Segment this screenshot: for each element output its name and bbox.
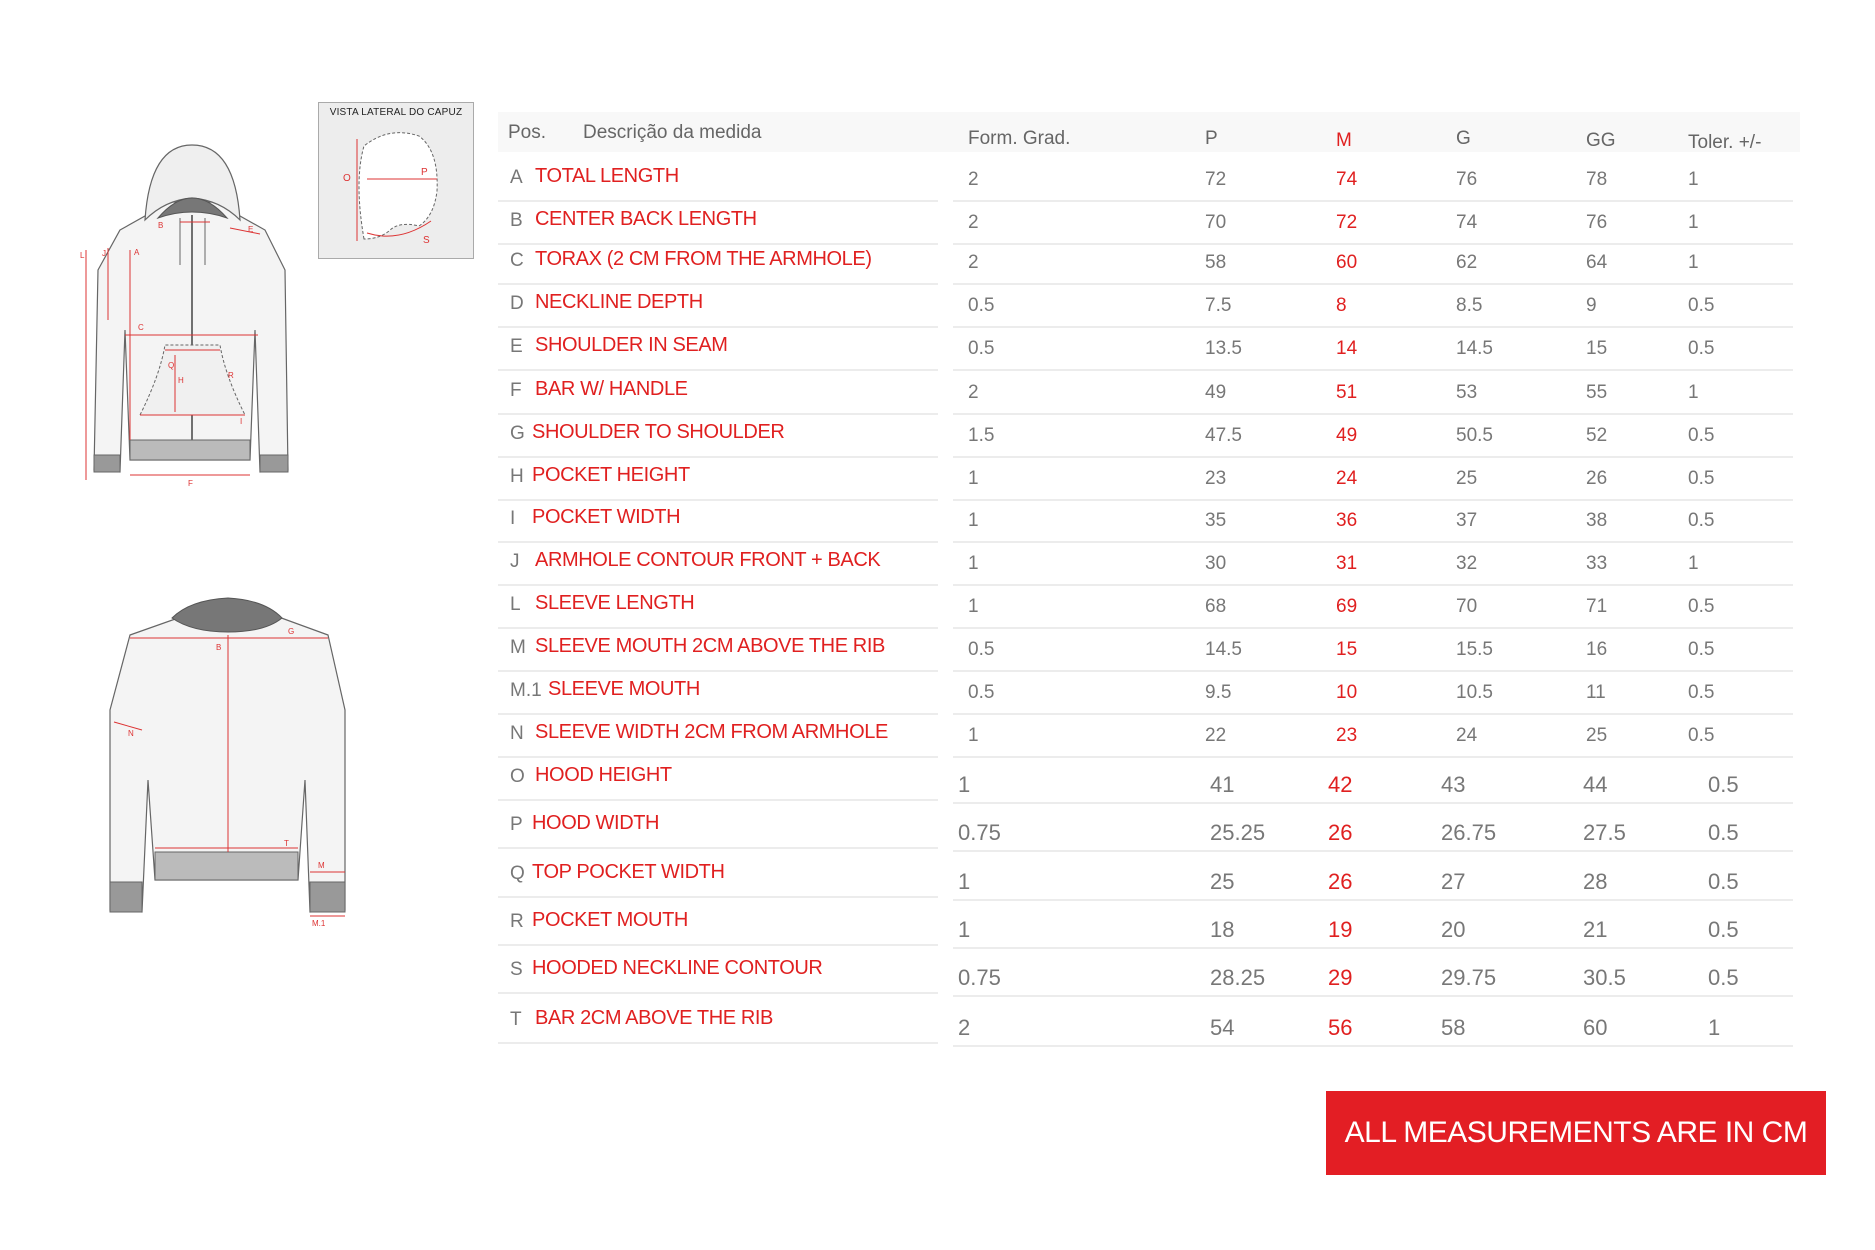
row-value-grad: 2: [958, 1015, 971, 1040]
row-value-gg: 76: [1586, 212, 1608, 233]
row-value-m: 56: [1328, 1015, 1353, 1040]
row-value-grad: 1: [958, 772, 971, 797]
front-label-j: J: [102, 249, 106, 258]
row-value-m: 72: [1336, 212, 1358, 233]
hoodie-front-sketch: [80, 140, 305, 490]
row-pos: G: [510, 423, 525, 444]
row-value-p: 7.5: [1205, 295, 1232, 316]
row-value-gg: 16: [1586, 639, 1608, 660]
row-value-tol: 0.5: [1688, 682, 1715, 703]
row-value-m: 49: [1336, 425, 1358, 446]
row-value-g: 8.5: [1456, 295, 1483, 316]
header-g: G: [1456, 128, 1471, 149]
row-value-grad: 2: [968, 169, 979, 190]
row-value-g: 58: [1441, 1015, 1466, 1040]
row-value-m: 8: [1336, 295, 1347, 316]
row-value-m: 60: [1336, 252, 1358, 273]
row-pos: A: [510, 167, 523, 188]
row-value-tol: 0.5: [1688, 510, 1715, 531]
row-value-grad: 1: [968, 468, 979, 489]
front-label-a: A: [134, 248, 140, 257]
row-pos: Q: [510, 863, 525, 884]
row-value-g: 20: [1441, 917, 1466, 942]
row-description: SHOULDER TO SHOULDER: [532, 421, 785, 443]
row-value-tol: 0.5: [1708, 965, 1739, 990]
row-value-tol: 1: [1688, 169, 1699, 190]
row-value-g: 26.75: [1441, 820, 1497, 845]
row-value-grad: 1: [968, 553, 979, 574]
back-label-t: T: [284, 839, 289, 848]
row-value-tol: 1: [1688, 252, 1699, 273]
row-description: HOODED NECKLINE CONTOUR: [532, 957, 823, 979]
front-label-e: E: [248, 225, 254, 234]
row-description: SHOULDER IN SEAM: [535, 334, 728, 356]
row-value-gg: 27.5: [1583, 820, 1626, 845]
row-value-gg: 21: [1583, 917, 1608, 942]
row-pos: O: [510, 766, 525, 787]
row-value-gg: 9: [1586, 295, 1597, 316]
row-value-g: 62: [1456, 252, 1478, 273]
row-description: HOOD HEIGHT: [535, 764, 672, 786]
row-value-g: 15.5: [1456, 639, 1493, 660]
row-description: TOP POCKET WIDTH: [532, 861, 725, 883]
row-value-gg: 78: [1586, 169, 1608, 190]
hood-side-sketch: [319, 121, 473, 256]
row-value-gg: 60: [1583, 1015, 1608, 1040]
row-value-m: 74: [1336, 169, 1358, 190]
row-value-m: 31: [1336, 553, 1358, 574]
row-value-gg: 25: [1586, 725, 1608, 746]
row-value-g: 10.5: [1456, 682, 1493, 703]
header-pos: Pos.: [508, 122, 547, 143]
row-value-grad: 2: [968, 382, 979, 403]
hood-label-o: O: [343, 173, 351, 184]
row-value-grad: 2: [968, 252, 979, 273]
row-value-p: 49: [1205, 382, 1227, 403]
row-value-grad: 0.75: [958, 965, 1001, 990]
front-label-f: F: [188, 479, 193, 488]
measurement-table: [498, 112, 1800, 1062]
row-description: ARMHOLE CONTOUR FRONT + BACK: [535, 549, 881, 571]
row-description: TORAX (2 CM FROM THE ARMHOLE): [535, 248, 872, 270]
front-label-l: L: [80, 251, 85, 260]
row-pos: I: [510, 508, 516, 529]
row-value-gg: 33: [1586, 553, 1608, 574]
row-value-tol: 0.5: [1688, 468, 1715, 489]
row-value-m: 24: [1336, 468, 1358, 489]
row-pos: N: [510, 723, 524, 744]
row-value-tol: 0.5: [1688, 425, 1715, 446]
row-value-tol: 0.5: [1708, 820, 1739, 845]
row-description: POCKET HEIGHT: [532, 464, 690, 486]
row-value-g: 70: [1456, 596, 1478, 617]
row-description: NECKLINE DEPTH: [535, 291, 703, 313]
row-value-p: 54: [1210, 1015, 1235, 1040]
front-label-i: I: [240, 417, 243, 426]
row-pos: E: [510, 336, 523, 357]
table-header: [498, 112, 1800, 152]
row-value-grad: 1: [968, 596, 979, 617]
row-description: SLEEVE MOUTH 2CM ABOVE THE RIB: [535, 635, 885, 657]
row-value-p: 18: [1210, 917, 1235, 942]
row-value-p: 14.5: [1205, 639, 1242, 660]
row-value-g: 29.75: [1441, 965, 1497, 990]
row-value-m: 26: [1328, 869, 1353, 894]
row-value-m: 51: [1336, 382, 1358, 403]
back-label-n: N: [128, 729, 134, 738]
row-value-p: 22: [1205, 725, 1227, 746]
row-value-p: 13.5: [1205, 338, 1242, 359]
header-p: P: [1205, 128, 1218, 149]
row-value-gg: 55: [1586, 382, 1608, 403]
row-description: BAR 2CM ABOVE THE RIB: [535, 1007, 773, 1029]
back-label-m1: M.1: [312, 919, 326, 928]
row-description: CENTER BACK LENGTH: [535, 208, 757, 230]
row-value-m: 29: [1328, 965, 1353, 990]
row-value-g: 27: [1441, 869, 1466, 894]
row-value-m: 10: [1336, 682, 1358, 703]
row-value-p: 58: [1205, 252, 1227, 273]
row-value-tol: 1: [1708, 1015, 1721, 1040]
row-pos: J: [510, 551, 520, 572]
row-description: POCKET MOUTH: [532, 909, 688, 931]
front-label-c: C: [138, 323, 144, 332]
row-pos: M: [510, 637, 526, 658]
hood-view-title: VISTA LATERAL DO CAPUZ: [329, 107, 463, 118]
row-value-gg: 11: [1586, 682, 1606, 703]
row-value-p: 28.25: [1210, 965, 1266, 990]
row-value-gg: 71: [1586, 596, 1608, 617]
hoodie-back-sketch: [100, 590, 350, 930]
row-value-m: 36: [1336, 510, 1358, 531]
row-value-grad: 1: [968, 725, 979, 746]
row-value-m: 26: [1328, 820, 1353, 845]
row-value-g: 24: [1456, 725, 1478, 746]
row-value-grad: 0.5: [968, 682, 995, 703]
row-value-m: 42: [1328, 772, 1353, 797]
row-pos: R: [510, 911, 524, 932]
front-label-q: Q: [168, 361, 175, 370]
row-value-grad: 1: [958, 869, 971, 894]
row-description: SLEEVE MOUTH: [548, 678, 700, 700]
row-value-gg: 44: [1583, 772, 1608, 797]
row-value-grad: 0.75: [958, 820, 1001, 845]
row-description: HOOD WIDTH: [532, 812, 660, 834]
front-label-b: B: [158, 221, 164, 230]
row-value-tol: 1: [1688, 553, 1699, 574]
row-value-tol: 0.5: [1688, 639, 1715, 660]
back-label-b: B: [216, 643, 222, 652]
row-value-g: 76: [1456, 169, 1478, 190]
header-gg: GG: [1586, 130, 1616, 151]
row-value-p: 41: [1210, 772, 1235, 797]
back-label-m: M: [318, 861, 325, 870]
row-value-m: 14: [1336, 338, 1358, 359]
hood-side-view: [318, 102, 474, 259]
units-note: ALL MEASUREMENTS ARE IN CM: [1326, 1091, 1826, 1175]
row-value-tol: 0.5: [1708, 917, 1739, 942]
row-value-p: 23: [1205, 468, 1227, 489]
row-value-gg: 15: [1586, 338, 1608, 359]
row-value-g: 53: [1456, 382, 1478, 403]
row-pos: C: [510, 250, 524, 271]
row-pos: L: [510, 594, 521, 615]
header-tol: Toler. +/-: [1688, 132, 1762, 153]
row-description: TOTAL LENGTH: [535, 165, 679, 187]
row-value-gg: 38: [1586, 510, 1608, 531]
row-value-tol: 1: [1688, 382, 1699, 403]
row-value-p: 70: [1205, 212, 1227, 233]
row-value-grad: 0.5: [968, 338, 995, 359]
row-value-tol: 0.5: [1688, 725, 1715, 746]
row-value-m: 19: [1328, 917, 1353, 942]
row-value-tol: 0.5: [1688, 596, 1715, 617]
row-value-g: 37: [1456, 510, 1478, 531]
row-value-tol: 0.5: [1688, 295, 1715, 316]
row-value-grad: 1: [958, 917, 971, 942]
row-value-g: 50.5: [1456, 425, 1493, 446]
row-value-p: 25: [1210, 869, 1235, 894]
front-label-r: R: [228, 371, 234, 380]
row-value-grad: 2: [968, 212, 979, 233]
row-value-p: 30: [1205, 553, 1227, 574]
row-value-grad: 1.5: [968, 425, 995, 446]
row-value-tol: 0.5: [1708, 869, 1739, 894]
row-value-p: 35: [1205, 510, 1227, 531]
row-value-grad: 1: [968, 510, 979, 531]
row-value-g: 43: [1441, 772, 1466, 797]
row-pos: D: [510, 293, 524, 314]
row-value-gg: 30.5: [1583, 965, 1626, 990]
row-value-m: 23: [1336, 725, 1358, 746]
row-description: SLEEVE WIDTH 2CM FROM ARMHOLE: [535, 721, 888, 743]
row-value-m: 15: [1336, 639, 1358, 660]
row-pos: P: [510, 814, 523, 835]
row-value-grad: 0.5: [968, 295, 995, 316]
row-value-gg: 28: [1583, 869, 1608, 894]
row-value-gg: 52: [1586, 425, 1608, 446]
front-label-h: H: [178, 376, 184, 385]
row-value-p: 68: [1205, 596, 1227, 617]
row-value-tol: 1: [1688, 212, 1699, 233]
row-value-g: 74: [1456, 212, 1478, 233]
row-value-g: 32: [1456, 553, 1478, 574]
row-description: SLEEVE LENGTH: [535, 592, 695, 614]
back-label-g: G: [288, 627, 295, 636]
header-desc: Descrição da medida: [583, 122, 762, 143]
header-m: M: [1336, 130, 1352, 151]
row-description: POCKET WIDTH: [532, 506, 681, 528]
row-value-p: 72: [1205, 169, 1227, 190]
row-value-g: 25: [1456, 468, 1478, 489]
row-value-p: 25.25: [1210, 820, 1266, 845]
hood-label-s: S: [423, 235, 430, 246]
row-pos: T: [510, 1009, 522, 1030]
row-value-m: 69: [1336, 596, 1358, 617]
row-pos: H: [510, 466, 524, 487]
hood-label-p: P: [421, 167, 428, 178]
row-value-p: 9.5: [1205, 682, 1232, 703]
row-value-gg: 26: [1586, 468, 1608, 489]
row-pos: M.1: [510, 680, 542, 701]
row-value-g: 14.5: [1456, 338, 1493, 359]
row-value-gg: 64: [1586, 252, 1608, 273]
row-pos: F: [510, 380, 522, 401]
row-value-tol: 0.5: [1708, 772, 1739, 797]
row-pos: S: [510, 959, 523, 980]
header-grad: Form. Grad.: [968, 128, 1071, 149]
row-value-grad: 0.5: [968, 639, 995, 660]
row-description: BAR W/ HANDLE: [535, 378, 688, 400]
row-pos: B: [510, 210, 523, 231]
row-value-tol: 0.5: [1688, 338, 1715, 359]
row-value-p: 47.5: [1205, 425, 1242, 446]
